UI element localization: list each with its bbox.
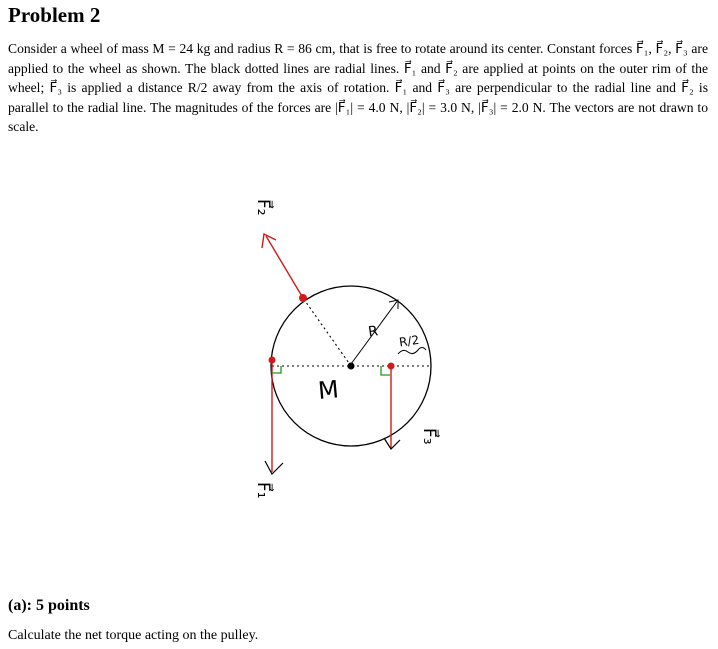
force-f1-point	[269, 357, 276, 364]
half-radius-label: R/2	[398, 332, 421, 350]
radial-line-f2	[303, 298, 351, 366]
wheel-center	[348, 363, 355, 370]
force-f2-label: F⃗₂	[253, 199, 273, 216]
radius-label: R	[367, 323, 380, 341]
force-f2-arrow	[266, 236, 303, 298]
problem-title: Problem 2	[8, 3, 101, 27]
right-angle-f1	[272, 366, 281, 373]
force-f2-point	[299, 294, 307, 302]
mass-label: M	[316, 375, 340, 405]
problem-description: Consider a wheel of mass M = 24 kg and radius R = 86 cm, that is free to rotate around its center. Constant forces F⃗₁, F⃗₂, F⃗₃ are applied to the wheel as shown. The black dotted lines are radial lines. F⃗₁ and F⃗₂ are applied at points on the outer rim of the wheel; F⃗₃ is applied a distance R/2 away from the axis of rotation. F⃗₁ and F⃗₃ are perpendicular to the radial line and F⃗₂ is parallel to the radial line. The magnitudes of the forces are |F⃗₁| = 4.0 N, |F⃗₂| = 3.0 N, |F⃗₃| = 2.0 N. The vectors are not drawn to scale.	[8, 41, 708, 135]
force-f1-arrowhead	[265, 461, 283, 474]
force-f1-label: F⃗₁	[253, 482, 273, 499]
force-f3-label: F⃗₃	[419, 428, 439, 445]
part-a-question: Calculate the net torque acting on the pulley.	[8, 628, 259, 643]
force-f3-arrowhead	[384, 438, 400, 449]
force-f3-point	[388, 363, 395, 370]
part-a-heading: (a): 5 points	[8, 597, 90, 614]
